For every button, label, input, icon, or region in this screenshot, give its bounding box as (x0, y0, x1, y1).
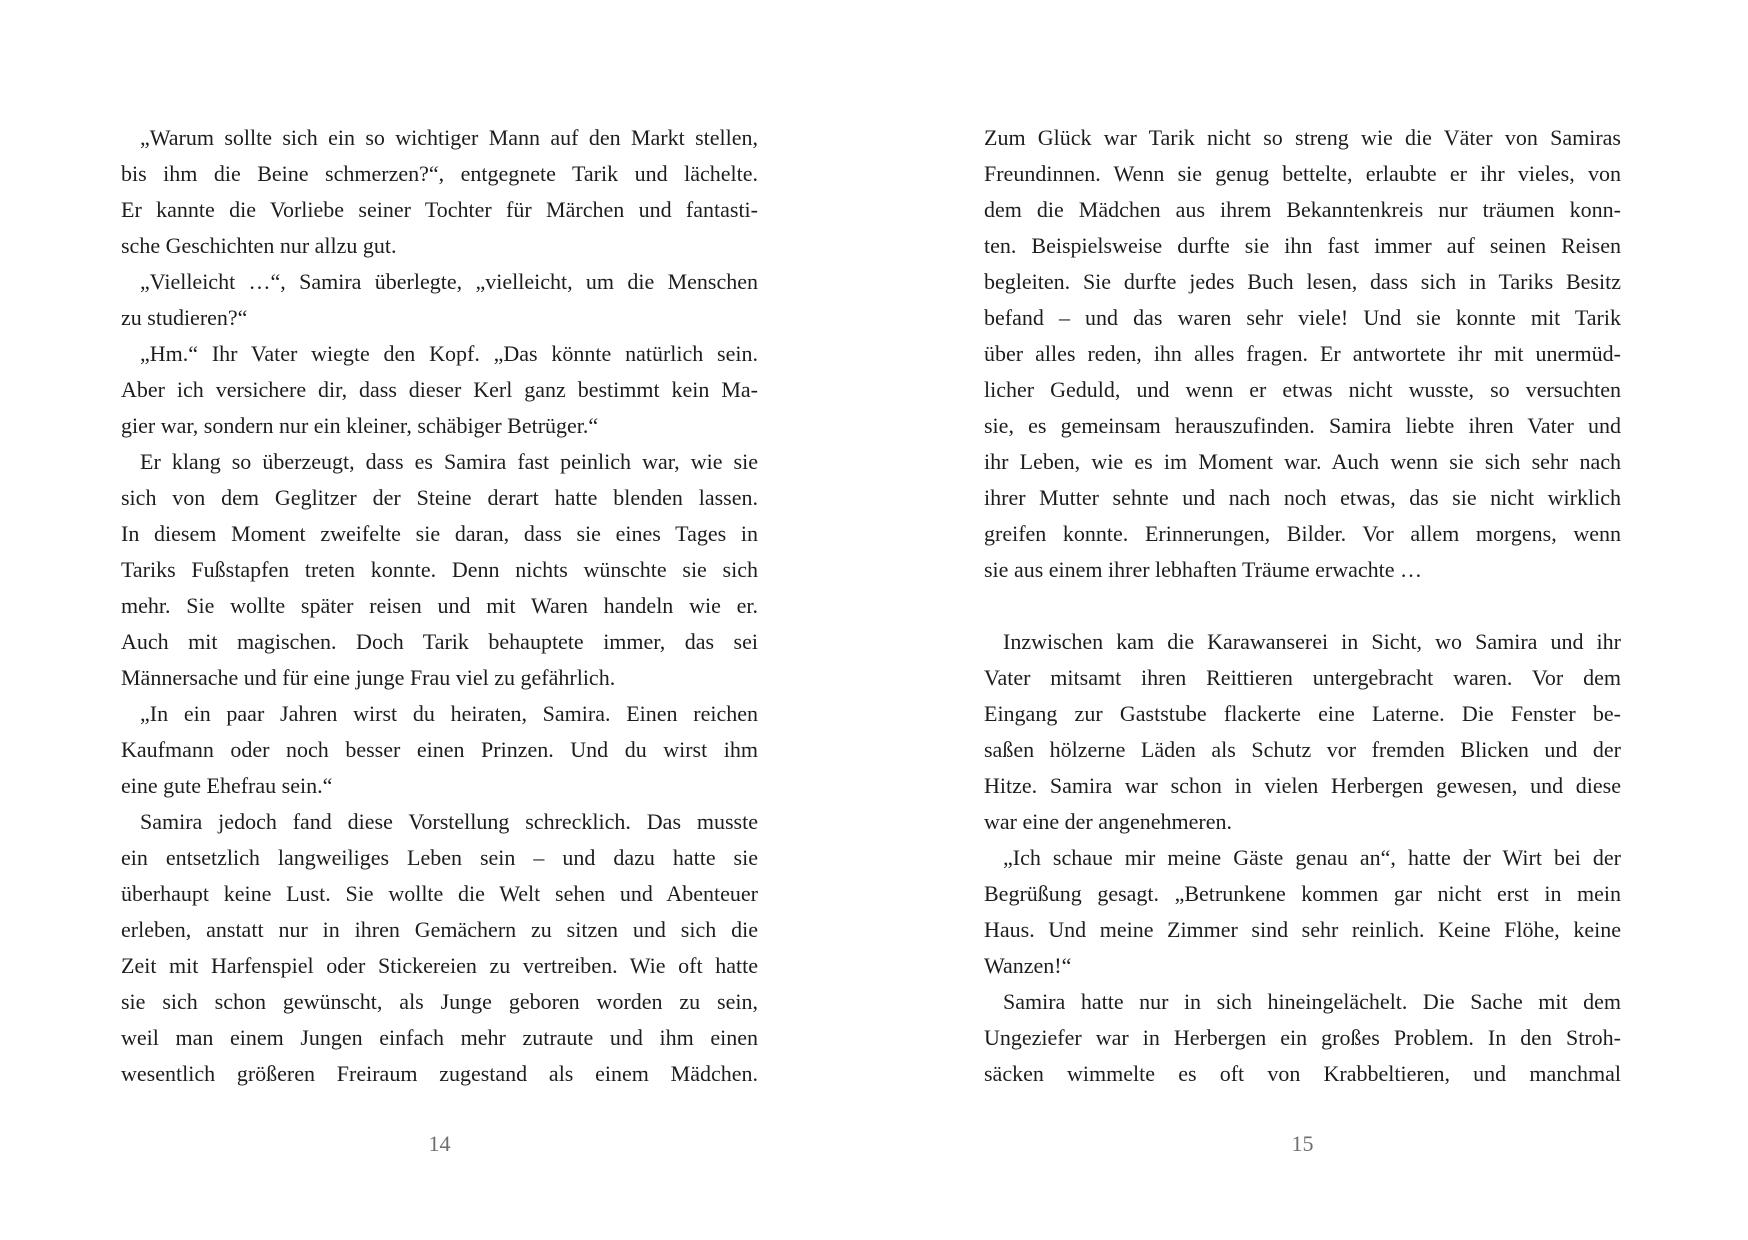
text-line: ten. Beispielsweise durfte sie ihn fast immer auf seinen Reisen (984, 233, 1621, 258)
text-line: sche Geschichten nur allzu gut. (121, 233, 397, 258)
text-line: „Hm.“ Ihr Vater wiegte den Kopf. „Das könnte natürlich sein. (140, 341, 758, 366)
text-line: zu studieren?“ (121, 305, 248, 330)
text-line: Aber ich versichere dir, dass dieser Kerl ganz bestimmt kein Ma- (121, 377, 758, 402)
text-line: erleben, anstatt nur in ihren Gemächern zu sitzen und sich die (121, 917, 758, 942)
text-line: mehr. Sie wollte später reisen und mit Waren handeln wie er. (121, 593, 758, 618)
text-line: Begrüßung gesagt. „Betrunkene kommen gar nicht erst in mein (984, 881, 1621, 906)
page-right (874, 0, 1748, 1240)
text-line: ihr Leben, wie es im Moment war. Auch wenn sie sich sehr nach (984, 449, 1621, 474)
text-line: war eine der angenehmeren. (984, 809, 1232, 834)
text-line: wesentlich größeren Freiraum zugestand als einem Mädchen. (121, 1061, 758, 1086)
text-line: „In ein paar Jahren wirst du heiraten, Samira. Einen reichen (140, 701, 758, 726)
text-line: Samira jedoch fand diese Vorstellung schrecklich. Das musste (140, 809, 758, 834)
text-line: gier war, sondern nur ein kleiner, schäbiger Betrüger.“ (121, 413, 599, 438)
text-line: bis ihm die Beine schmerzen?“, entgegnete Tarik und lächelte. (121, 161, 758, 186)
text-line: überhaupt keine Lust. Sie wollte die Welt sehen und Abenteuer (121, 881, 758, 906)
text-line: sie sich schon gewünscht, als Junge geboren worden zu sein, (121, 989, 758, 1014)
page-left-text (121, 120, 758, 1092)
text-line: eine gute Ehefrau sein.“ (121, 773, 333, 798)
text-line: Eingang zur Gaststube flackerte eine Laterne. Die Fenster be- (984, 701, 1621, 726)
text-line: Vater mitsamt ihren Reittieren untergebracht waren. Vor dem (984, 665, 1621, 690)
text-line: Zeit mit Harfenspiel oder Stickereien zu vertreiben. Wie oft hatte (121, 953, 758, 978)
text-line: befand – und das waren sehr viele! Und sie konnte mit Tarik (984, 305, 1621, 330)
text-line: „Ich schaue mir meine Gäste genau an“, hatte der Wirt bei der (1003, 845, 1621, 870)
text-line: In diesem Moment zweifelte sie daran, dass sie eines Tages in (121, 521, 758, 546)
text-line: greifen konnte. Erinnerungen, Bilder. Vor allem morgens, wenn (984, 521, 1621, 546)
text-line: sie aus einem ihrer lebhaften Träume erwachte … (984, 557, 1423, 582)
text-line: Haus. Und meine Zimmer sind sehr reinlich. Keine Flöhe, keine (984, 917, 1621, 942)
text-line: Auch mit magischen. Doch Tarik behauptete immer, das sei (121, 629, 758, 654)
text-line: Samira hatte nur in sich hineingelächelt. Die Sache mit dem (1003, 989, 1621, 1014)
text-line: Wanzen!“ (984, 953, 1072, 978)
text-line: saßen hölzerne Läden als Schutz vor fremden Blicken und der (984, 737, 1621, 762)
text-line: Zum Glück war Tarik nicht so streng wie die Väter von Samiras (984, 125, 1621, 150)
text-line: „Warum sollte sich ein so wichtiger Mann auf den Markt stellen, (140, 125, 758, 150)
text-line: Er kannte die Vorliebe seiner Tochter für Märchen und fantasti- (121, 197, 758, 222)
text-line: begleiten. Sie durfte jedes Buch lesen, dass sich in Tariks Besitz (984, 269, 1621, 294)
text-line: licher Geduld, und wenn er etwas nicht wusste, so versuchten (984, 377, 1621, 402)
text-line: über alles reden, ihn alles fragen. Er antwortete ihr mit unermüd- (984, 341, 1621, 366)
text-line: weil man einem Jungen einfach mehr zutraute und ihm einen (121, 1025, 758, 1050)
text-line: „Vielleicht …“, Samira überlegte, „vielleicht, um die Menschen (140, 269, 758, 294)
text-line: ihrer Mutter sehnte und nach noch etwas, das sie nicht wirklich (984, 485, 1621, 510)
text-line: sie, es gemeinsam herauszufinden. Samira liebte ihren Vater und (984, 413, 1621, 438)
page-right-number: 15 (1291, 1131, 1314, 1156)
text-line: Freundinnen. Wenn sie genug bettelte, erlaubte er ihr vieles, von (984, 161, 1621, 186)
text-line: Er klang so überzeugt, dass es Samira fast peinlich war, wie sie (140, 449, 758, 474)
text-line: Kaufmann oder noch besser einen Prinzen. Und du wirst ihm (121, 737, 758, 762)
text-line: ein entsetzlich langweiliges Leben sein – und dazu hatte sie (121, 845, 758, 870)
text-line: sich von dem Geglitzer der Steine derart hatte blenden lassen. (121, 485, 758, 510)
text-line: Ungeziefer war in Herbergen ein großes Problem. In den Stroh- (984, 1025, 1621, 1050)
text-line: Hitze. Samira war schon in vielen Herbergen gewesen, und diese (984, 773, 1621, 798)
text-line: dem die Mädchen aus ihrem Bekanntenkreis nur träumen konn- (984, 197, 1621, 222)
page-left-number: 14 (428, 1131, 451, 1156)
text-line: Tariks Fußstapfen treten konnte. Denn nichts wünschte sie sich (121, 557, 758, 582)
text-line: Männersache und für eine junge Frau viel zu gefährlich. (121, 665, 616, 690)
text-line: Inzwischen kam die Karawanserei in Sicht, wo Samira und ihr (1003, 629, 1621, 654)
text-line: säcken wimmelte es oft von Krabbeltieren, und manchmal (984, 1061, 1621, 1086)
page-right-text (984, 120, 1621, 1092)
